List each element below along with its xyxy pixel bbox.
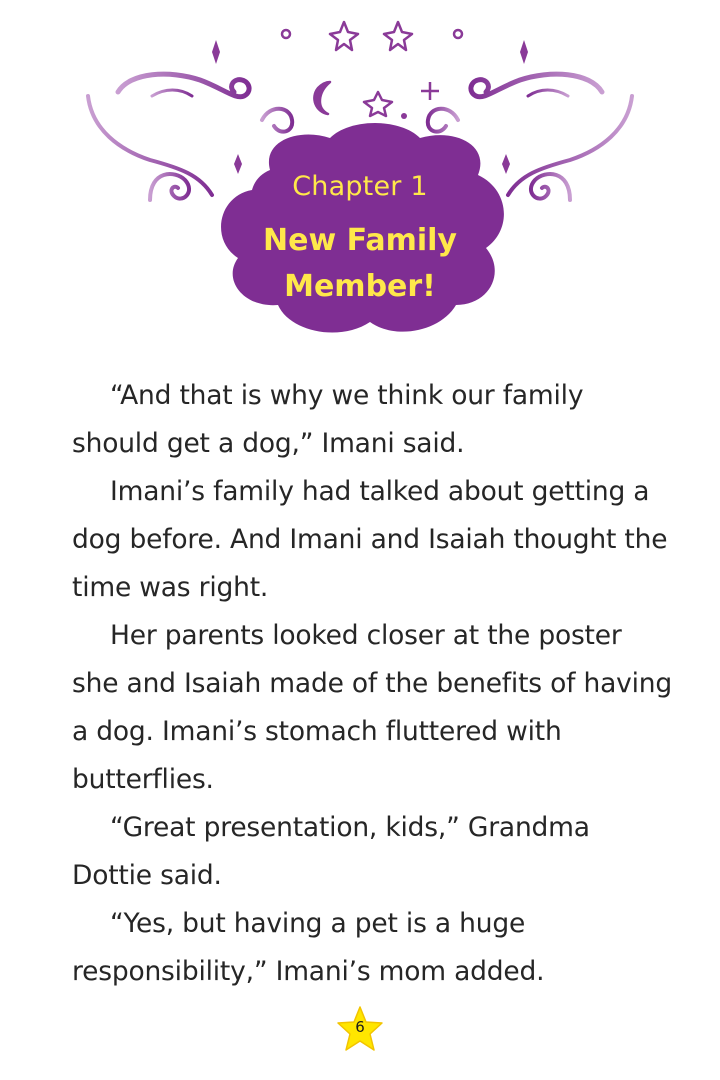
- chapter-title: [0, 218, 720, 310]
- page-number: 6: [355, 1018, 365, 1036]
- story-text: [72, 372, 672, 996]
- sparkle-stars-icon: [282, 22, 462, 116]
- paragraph: “Yes, but having a pet is a huge responsibility,” Imani’s mom added.: [72, 908, 545, 987]
- chapter-title-line-2: Member!: [284, 269, 436, 304]
- paragraph: Her parents looked closer at the poster she and Isaiah made of the benefits of having a dog. Imani’s stomach fluttered with butterflies.: [72, 620, 672, 795]
- paragraph: Imani’s family had talked about getting a dog before. And Imani and Isaiah thought the time was right.: [72, 476, 668, 603]
- paragraph: “And that is why we think our family should get a dog,” Imani said.: [72, 380, 584, 459]
- chapter-title-line-1: New Family: [263, 223, 457, 258]
- chapter-number: Chapter 1: [292, 171, 428, 202]
- paragraph: “Great presentation, kids,” Grandma Dottie said.: [72, 812, 590, 891]
